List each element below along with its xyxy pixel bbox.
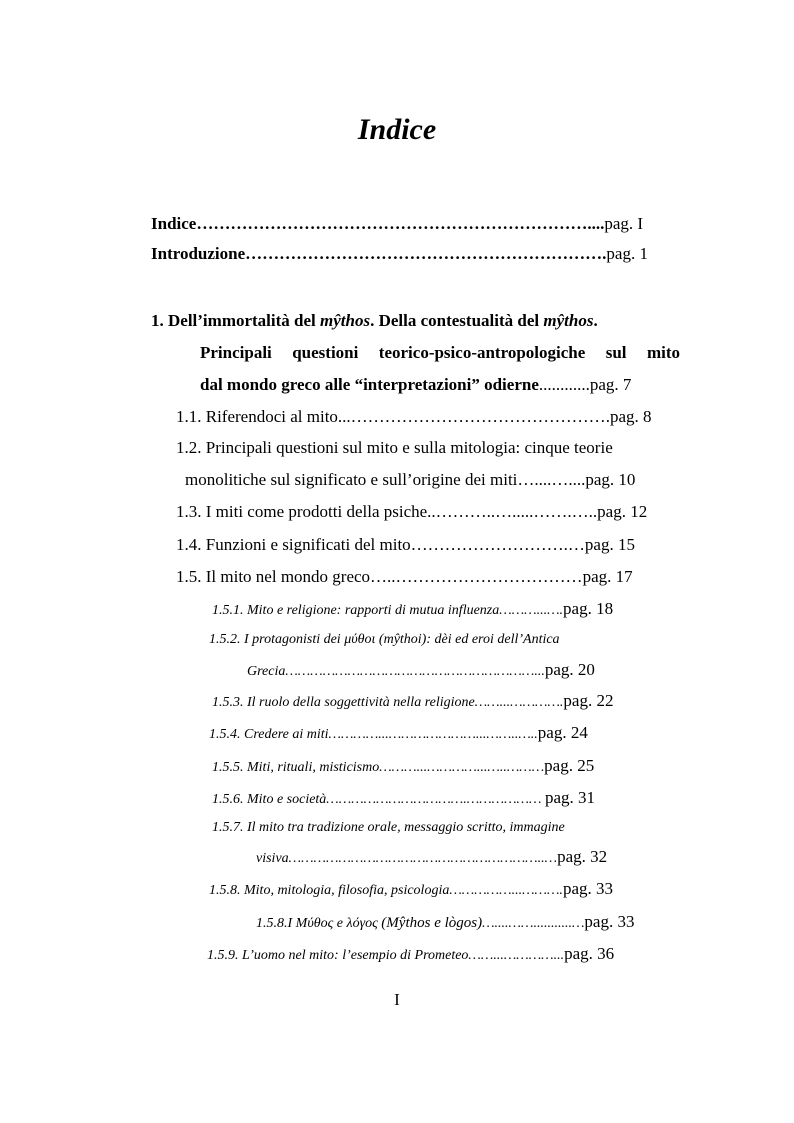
toc-section-1-5[interactable] [176, 567, 633, 587]
toc-subsection-1-5-3[interactable] [212, 691, 613, 713]
toc-page: pag. 12 [597, 502, 648, 521]
toc-entry-indice[interactable] [151, 214, 643, 234]
toc-text: . Della contestualità del [370, 311, 544, 330]
toc-page: pag. 31 [544, 788, 595, 807]
toc-page: pag. 24 [537, 723, 588, 742]
toc-section-1-4[interactable] [176, 535, 635, 555]
toc-page: .pag. 8 [605, 407, 652, 426]
toc-text: 1.3. I miti come prodotti della psiche..………..….....…….….. [176, 502, 598, 521]
toc-text-italic: mŷthos [543, 311, 594, 330]
toc-text: 1.5.4. Credere ai miti…………...…………………...……..….. [209, 727, 538, 742]
toc-chapter-1-line1[interactable] [151, 311, 598, 331]
toc-subsection-1-5-4[interactable] [209, 723, 588, 745]
toc-section-1-1[interactable] [176, 407, 651, 427]
toc-text: monolitiche sul significato e sull’origine dei miti…....….... [185, 470, 586, 489]
toc-text: 1.5. Il mito nel mondo greco…..…………………………… [176, 567, 583, 586]
toc-text: dal mondo greco alle “interpretazioni” odierne [200, 375, 539, 394]
toc-page: pag. 32 [557, 847, 608, 866]
toc-subsection-1-5-7-line2[interactable] [256, 847, 607, 869]
toc-page: pag. I [604, 214, 644, 233]
toc-entry-introduzione[interactable] [151, 244, 648, 264]
toc-text: 1. Dell’immortalità del [151, 311, 321, 330]
toc-text: 1.4. Funzioni e significati del mito……………………….… [176, 535, 585, 554]
toc-page: pag. 7 [589, 375, 632, 394]
toc-text: 1.5.9. L’uomo nel mito: l’esempio di Prometeo……...…………... [207, 948, 565, 963]
toc-text: . [593, 311, 598, 330]
toc-page: pag. 25 [544, 756, 595, 775]
toc-page: pag. 36 [564, 944, 615, 963]
toc-subsection-1-5-7-line1[interactable]: 1.5.7. Il mito tra tradizione orale, messaggio scritto, immagine [212, 820, 565, 835]
toc-label: Indice [151, 214, 197, 233]
page-title: Indice [357, 113, 437, 146]
toc-text-italic: mŷthos [320, 311, 371, 330]
toc-page: pag. 20 [544, 660, 595, 679]
toc-chapter-1-line3[interactable] [200, 375, 631, 395]
toc-subsection-1-5-9[interactable] [207, 944, 614, 966]
toc-subsection-1-5-2-line1[interactable]: 1.5.2. I protagonisti dei μύθοι (mŷthoi): dèi ed eroi dell’Antica [209, 632, 560, 647]
toc-text: visiva……………………………………………………..… [256, 851, 558, 866]
toc-text: 1.5.8.I Μύθος e λόγος [256, 916, 382, 931]
toc-page: pag. 15 [584, 535, 635, 554]
toc-page: pag. 33 [562, 879, 613, 898]
page-number: I [394, 990, 400, 1009]
toc-text: 1.5.8. Mito, mitologia, filosofia, psicologia……………...………. [209, 883, 563, 898]
toc-section-1-2-line1[interactable]: 1.2. Principali questioni sul mito e sulla mitologia: cinque teorie [176, 438, 613, 457]
toc-text: 1.1. Riferendoci al mito...……………………………………… [176, 407, 606, 426]
toc-section-1-3[interactable] [176, 502, 647, 522]
toc-dots: ………………………………………………………. [245, 244, 607, 263]
toc-text: 1.5.3. Il ruolo della soggettività nella religione……...…………. [212, 695, 564, 710]
toc-subsection-1-5-8[interactable] [209, 879, 613, 901]
toc-dots: …....……...........… [482, 916, 585, 931]
toc-subsection-1-5-2-line2[interactable] [247, 660, 595, 682]
toc-text: (Mŷthos e lògos) [381, 915, 483, 931]
toc-page: pag. 17 [582, 567, 633, 586]
toc-text: 1.5.6. Mito e società…………………………….……………… [212, 792, 545, 807]
toc-chapter-1-line2: Principali questioni teorico-psico-antropologiche sul mito [200, 343, 680, 362]
toc-text: 1.5.5. Miti, rituali, misticismo………...…………...…..……… [212, 760, 545, 775]
toc-dots: ............ [538, 375, 590, 394]
toc-subsection-1-5-6[interactable] [212, 788, 595, 810]
toc-text: 1.5.1. Mito e religione: rapporti di mutua influenza………...…. [212, 603, 564, 618]
toc-subsection-1-5-8-1[interactable] [256, 912, 634, 934]
toc-page: pag. 18 [563, 599, 614, 618]
toc-subsection-1-5-1[interactable] [212, 599, 613, 621]
toc-page: pag. 1 [606, 244, 648, 263]
toc-label: Introduzione [151, 244, 246, 263]
toc-section-1-2-line2[interactable] [185, 470, 635, 490]
toc-page: pag. 22 [563, 691, 614, 710]
toc-page: pag. 33 [584, 912, 635, 931]
toc-dots: …………………………………………………………….... [196, 214, 605, 233]
toc-text: Grecia……………………………………………………... [247, 664, 545, 679]
toc-page: pag. 10 [585, 470, 636, 489]
toc-subsection-1-5-5[interactable] [212, 756, 594, 778]
